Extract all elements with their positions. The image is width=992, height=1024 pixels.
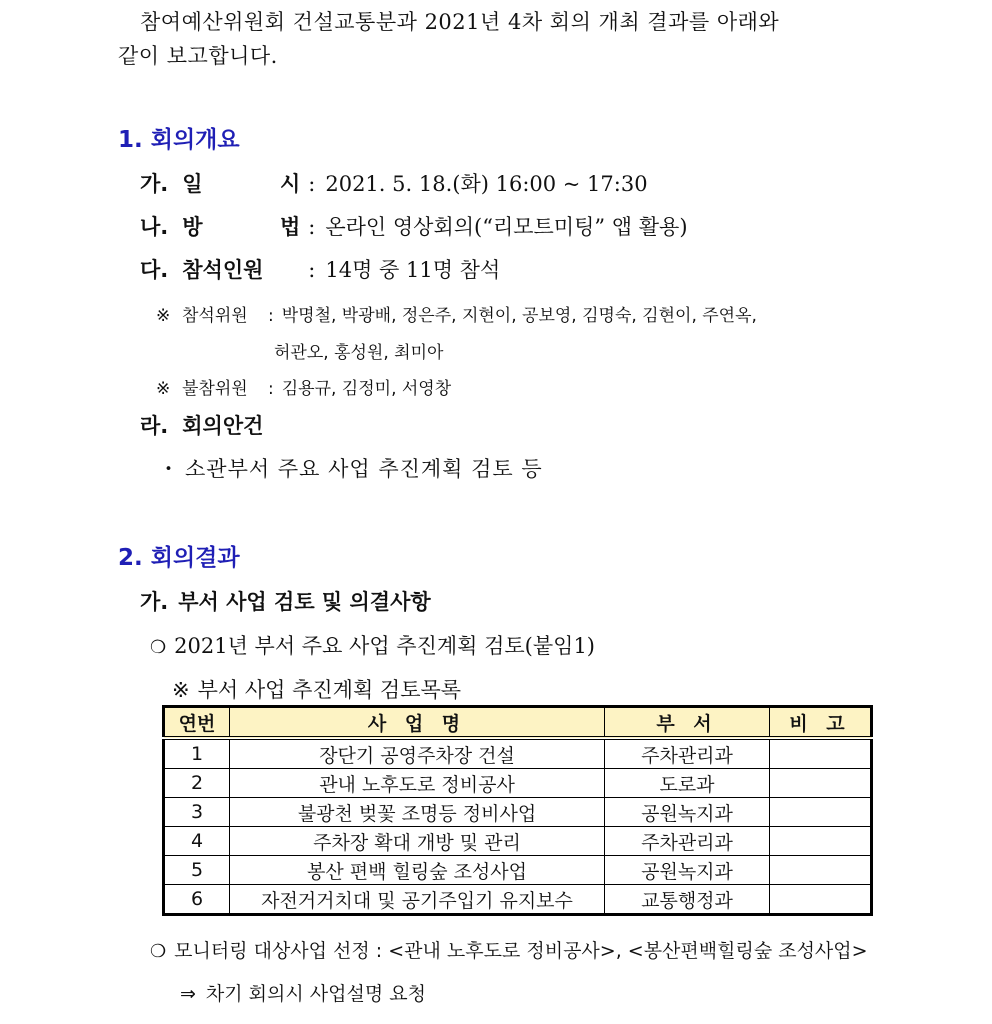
table-row [164, 738, 872, 769]
cell-project: 봉산 편백 힐링숲 조성사업 [230, 856, 605, 885]
item-value: 온라인 영상회의(“리모트미팅” 앱 활용) [325, 215, 688, 239]
cell-dept: 도로과 [605, 769, 770, 798]
table-row [164, 885, 872, 915]
section-title-results: 2. 회의결과 [118, 545, 240, 571]
monitoring-text: 모니터링 대상사업 선정 : <관내 노후도로 정비공사>, <봉산편백힐링숲 조성사업> [174, 940, 868, 962]
review-point-text: 2021년 부서 주요 사업 추진계획 검토(붙임1) [174, 634, 595, 658]
cell-dept: 공원녹지과 [605, 856, 770, 885]
intro-line-2: 같이 보고합니다. [118, 44, 278, 68]
cell-dept: 공원녹지과 [605, 798, 770, 827]
label-part: 일 [182, 172, 203, 196]
follow-up-text: 차기 회의시 사업설명 요청 [205, 983, 426, 1005]
cell-project: 자전거거치대 및 공기주입기 유지보수 [230, 885, 605, 915]
attendees-note [156, 301, 757, 326]
agenda-text: 소관부서 주요 사업 추진계획 검토 등 [185, 457, 543, 481]
colon: : [308, 215, 316, 239]
header-dept: 부 서 [605, 707, 770, 739]
cell-remark [770, 827, 872, 856]
note-label: 참석위원 [182, 306, 248, 326]
header-no: 연번 [164, 707, 230, 739]
colon: : [308, 172, 316, 196]
cell-remark [770, 769, 872, 798]
reference-mark-icon: ※ [172, 678, 190, 702]
agenda-item [158, 453, 543, 483]
header-project: 사 업 명 [230, 707, 605, 739]
double-arrow-icon: ⇒ [180, 983, 196, 1005]
item-label [182, 168, 300, 198]
item-prefix: 가. [140, 172, 169, 196]
label-part: 참석인원 [182, 258, 264, 282]
bullet-icon: ・ [158, 457, 179, 481]
absentees-list: 김용규, 김정미, 서영창 [281, 379, 452, 399]
item-prefix: 라. [140, 414, 169, 438]
attendees-list-line-1: 박명철, 박광배, 정은주, 지현이, 공보영, 김명숙, 김현이, 주연옥, [281, 306, 757, 326]
colon: : [308, 258, 316, 282]
cell-remark [770, 738, 872, 769]
cell-remark [770, 798, 872, 827]
cell-dept: 주차관리과 [605, 738, 770, 769]
colon: : [268, 379, 274, 399]
project-review-table [162, 705, 873, 916]
circle-bullet-icon: ❍ [150, 637, 167, 658]
section-title-overview: 1. 회의개요 [118, 127, 240, 153]
note-label: 불참위원 [182, 379, 248, 399]
colon: : [268, 306, 274, 326]
subsection-text: 부서 사업 검토 및 의결사항 [178, 590, 431, 614]
item-datetime [140, 168, 648, 198]
table-row [164, 827, 872, 856]
reference-mark-icon: ※ [156, 379, 171, 399]
cell-no: 1 [164, 738, 230, 769]
follow-up [180, 979, 426, 1006]
cell-dept: 주차관리과 [605, 827, 770, 856]
review-point [150, 630, 595, 660]
item-value: 14명 중 11명 참석 [325, 258, 501, 282]
item-prefix: 나. [140, 215, 169, 239]
cell-no: 2 [164, 769, 230, 798]
cell-project: 주차장 확대 개방 및 관리 [230, 827, 605, 856]
table-row [164, 769, 872, 798]
cell-no: 3 [164, 798, 230, 827]
cell-no: 4 [164, 827, 230, 856]
subsection-prefix: 가. [140, 590, 169, 614]
table-row [164, 856, 872, 885]
subsection-title [140, 586, 431, 616]
cell-dept: 교통행정과 [605, 885, 770, 915]
reference-mark-icon: ※ [156, 306, 171, 326]
monitoring-point [150, 936, 868, 963]
label-part: 방 [182, 215, 203, 239]
item-label: 회의안건 [182, 414, 264, 438]
list-note [172, 674, 461, 704]
intro-line-1: 참여예산위원회 건설교통분과 2021년 4차 회의 개최 결과를 아래와 [140, 10, 780, 34]
item-agenda [140, 410, 263, 440]
header-remark: 비 고 [770, 707, 872, 739]
table-header-row [164, 707, 872, 739]
item-attendance [140, 254, 500, 284]
cell-project: 장단기 공영주차장 건설 [230, 738, 605, 769]
cell-project: 관내 노후도로 정비공사 [230, 769, 605, 798]
circle-bullet-icon: ❍ [150, 941, 167, 962]
label-part: 법 [279, 215, 301, 239]
item-value: 2021. 5. 18.(화) 16:00 ~ 17:30 [325, 172, 648, 196]
absentees-note [156, 374, 451, 399]
item-method [140, 211, 688, 241]
table-row [164, 798, 872, 827]
cell-remark [770, 885, 872, 915]
list-note-text: 부서 사업 추진계획 검토목록 [197, 678, 462, 702]
item-label [182, 211, 300, 241]
item-prefix: 다. [140, 258, 169, 282]
cell-remark [770, 856, 872, 885]
cell-project: 불광천 벚꽃 조명등 정비사업 [230, 798, 605, 827]
label-part: 시 [279, 172, 301, 196]
item-label [182, 254, 300, 284]
attendees-list-line-2: 허관오, 홍성원, 최미아 [274, 343, 444, 363]
cell-no: 5 [164, 856, 230, 885]
cell-no: 6 [164, 885, 230, 915]
